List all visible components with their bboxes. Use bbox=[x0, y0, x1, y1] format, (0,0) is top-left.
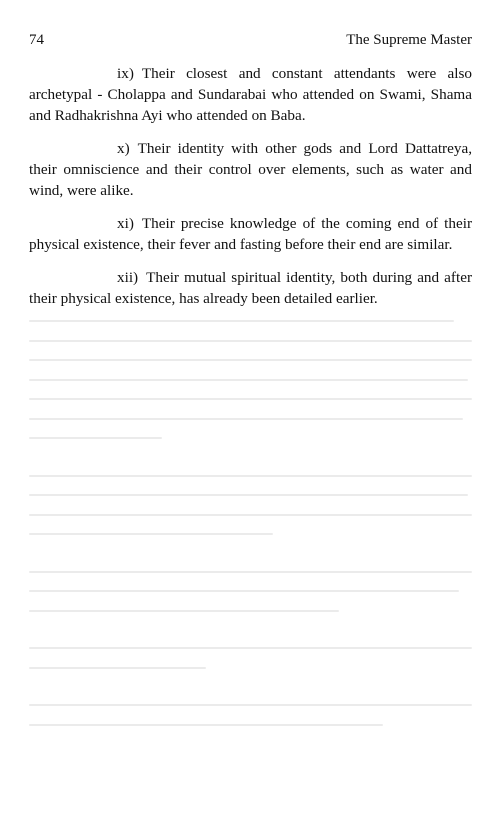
page-header bbox=[29, 30, 472, 50]
show-through-line bbox=[29, 647, 472, 649]
paragraph-text: Their precise knowledge of the coming end of their physical existence, their fever and fasting before their end are similar. bbox=[29, 215, 472, 253]
show-through-line bbox=[29, 475, 472, 477]
body-text bbox=[29, 63, 472, 321]
reverse-side-show-through bbox=[29, 320, 472, 800]
paragraph-number: x) bbox=[117, 140, 130, 157]
show-through-line bbox=[29, 437, 162, 439]
show-through-line bbox=[29, 667, 206, 669]
show-through-line bbox=[29, 724, 383, 726]
paragraph-text: Their identity with other gods and Lord Dattatreya, their omniscience and their control over elements, such as water and wind, were alike. bbox=[29, 140, 472, 199]
show-through-line bbox=[29, 514, 472, 516]
running-title: The Supreme Master bbox=[346, 32, 472, 48]
paragraph-x bbox=[29, 138, 472, 201]
show-through-line bbox=[29, 340, 472, 342]
show-through-line bbox=[29, 590, 459, 592]
paragraph-number: xii) bbox=[117, 269, 139, 286]
show-through-line bbox=[29, 704, 472, 706]
paragraph-ix bbox=[29, 63, 472, 126]
show-through-line bbox=[29, 320, 454, 322]
show-through-line bbox=[29, 494, 468, 496]
show-through-line bbox=[29, 571, 472, 573]
show-through-line bbox=[29, 418, 463, 420]
show-through-line bbox=[29, 398, 472, 400]
paragraph-xi bbox=[29, 213, 472, 255]
show-through-line bbox=[29, 610, 339, 612]
paragraph-xii bbox=[29, 267, 472, 309]
paragraph-text: Their mutual spiritual identity, both during and after their physical existence, has already been detailed earlier. bbox=[29, 269, 472, 307]
paragraph-number: ix) bbox=[117, 65, 134, 82]
page-number: 74 bbox=[29, 32, 44, 48]
show-through-line bbox=[29, 359, 472, 361]
show-through-line bbox=[29, 379, 468, 381]
paragraph-text: Their closest and constant attendants were also archetypal - Cholappa and Sundarabai who attended on Swami, Shama and Radhakrishna Ayi who attended on Baba. bbox=[29, 65, 472, 124]
show-through-line bbox=[29, 533, 273, 535]
paragraph-number: xi) bbox=[117, 215, 134, 232]
